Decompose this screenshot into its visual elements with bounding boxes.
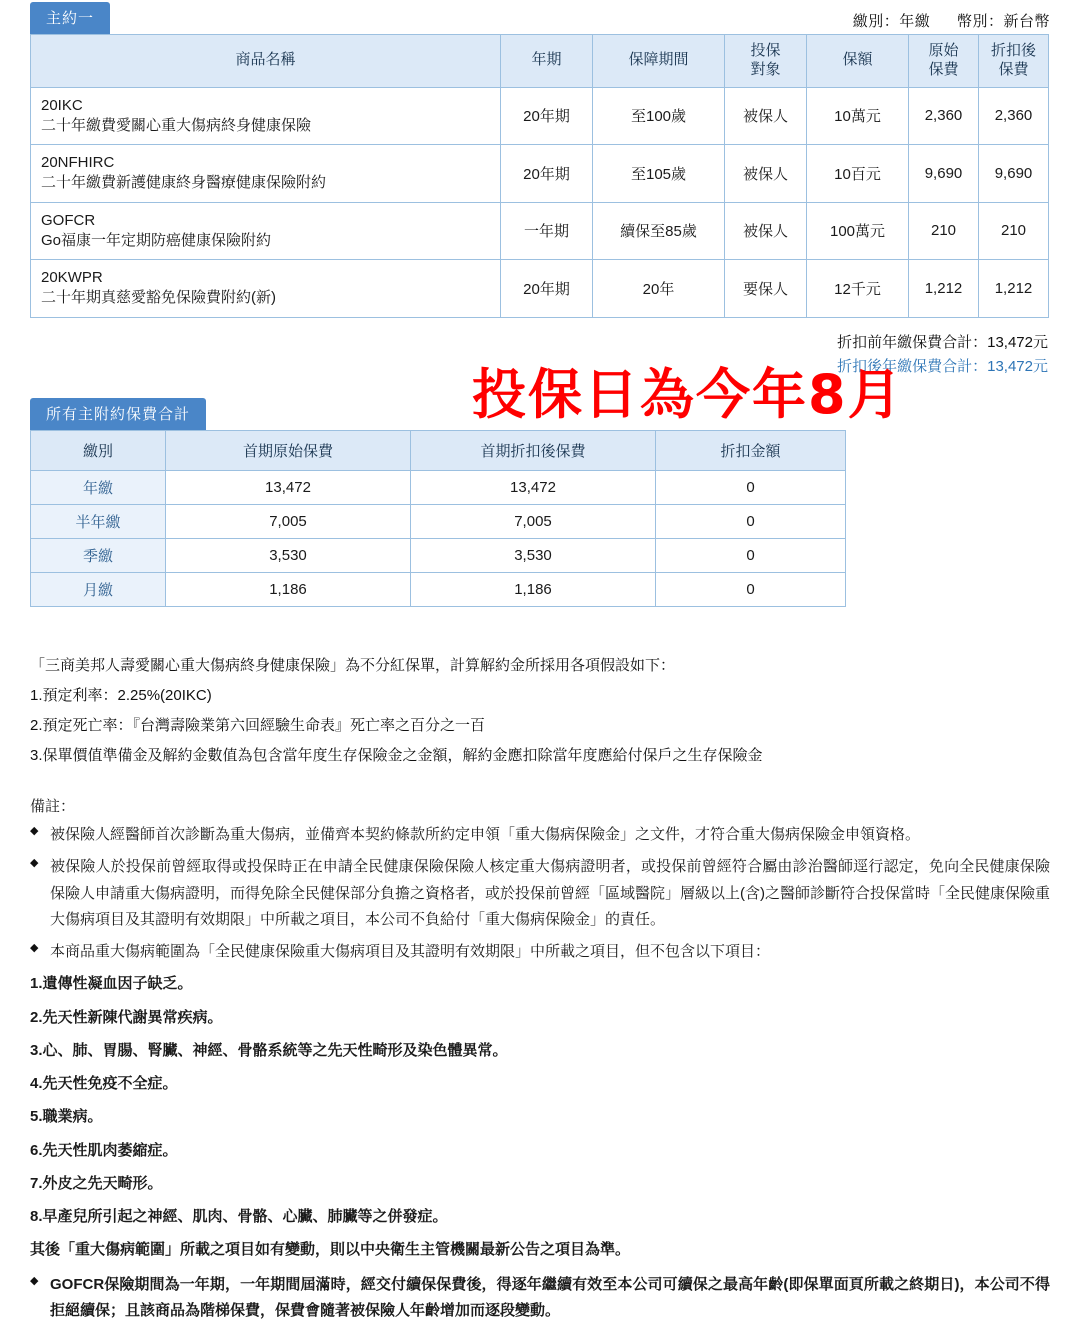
table-row — [31, 573, 846, 607]
section-tab-all-premium-total: 所有主附約保費合計 — [30, 398, 206, 430]
total-after-discount: 折扣後年繳保費合計：13,472元 — [837, 358, 1048, 376]
cell-pay-mode: 季繳 — [31, 539, 166, 573]
table-row — [31, 202, 1049, 260]
col-original-premium — [909, 35, 979, 88]
cell-period: 至105歲 — [593, 145, 725, 203]
product-title: 二十年繳費新護健康終身醫療健康保險附約 — [41, 174, 327, 192]
list-item: 2.先天性新陳代謝異常疾病。 — [30, 1008, 223, 1026]
cell-years: 一年期 — [501, 202, 593, 260]
product-title: 二十年期真慈愛豁免保險費附約(新) — [41, 289, 276, 307]
remarks-title: 備註： — [30, 798, 76, 815]
header-row — [30, 0, 1050, 34]
cell-first-discounted: 3,530 — [411, 539, 656, 573]
premium-totals — [30, 331, 1048, 381]
table-row — [31, 145, 1049, 203]
col-first-discounted-premium: 首期折扣後保費 — [411, 431, 656, 471]
policy-meta — [831, 10, 1050, 34]
product-code: 20IKC — [41, 96, 83, 114]
table-row — [31, 471, 846, 505]
table-row — [31, 539, 846, 573]
product-title: Go福康一年定期防癌健康保險附約 — [41, 231, 272, 249]
list-item: ◆ 被保險人經醫師首次診斷為重大傷病，並備齊本契約條款所約定申領「重大傷病保險金」之文件，才符合重大傷病保險金申領資格。 — [30, 822, 1050, 848]
cell-pay-mode: 半年繳 — [31, 505, 166, 539]
col-insured-target-line1: 投保 — [750, 42, 781, 59]
summary-section — [30, 380, 1050, 607]
col-original-premium-line1: 原始 — [928, 42, 959, 59]
assumption-item-3: 3.保單價值準備金及解約金數值為包含當年度生存保險金之金額，解約金應扣除當年度應給付保戶之生存保險金 — [30, 747, 763, 764]
col-pay-mode: 繳別 — [31, 431, 166, 471]
assumptions-block — [30, 651, 1050, 771]
cell-original-premium: 9,690 — [909, 145, 979, 203]
cell-original-premium: 210 — [909, 202, 979, 260]
cell-amount: 10萬元 — [807, 87, 909, 145]
list-item: 1.遺傳性凝血因子缺乏。 — [30, 975, 193, 993]
list-item: ◆ 被保險人於投保前曾經取得或投保時正在申請全民健康保險保險人核定重大傷病證明者，或投保前曾經符合屬由診治醫師逕行認定，免向全民健康保險保險人申請重大傷病證明，而得免除全民健保部分負擔之資格者，或於投保前曾經「區域醫院」層級以上(含)之醫師診斷符合投保當時「全民健康保險重大傷病項目及其證明有效期限」中所載之項目，本公司不負給付「重大傷病保險金」的責任。 — [30, 854, 1050, 933]
cell-discount-amount: 0 — [656, 505, 846, 539]
list-item: ◆ GOFCR保險期間為一年期，一年期間屆滿時，經交付續保保費後，得逐年繼續有效至本公司可續保之最高年齡(即保單面頁所載之終期日)，本公司不得拒絕續保；且該商品為階梯保費，保費會隨著被保險人年齡增加而逐段變動。 — [30, 1272, 1050, 1325]
cell-first-original: 13,472 — [166, 471, 411, 505]
cell-product-name — [31, 202, 501, 260]
cell-original-premium: 2,360 — [909, 87, 979, 145]
cell-amount: 10百元 — [807, 145, 909, 203]
excluded-items-footnote: 其後「重大傷病範圍」所載之項目如有變動，則以中央衛生主管機關最新公告之項目為準。 — [30, 1241, 631, 1259]
list-item: 8.早產兒所引起之神經、肌肉、骨骼、心臟、肺臟等之併發症。 — [30, 1208, 448, 1225]
col-discount-amount: 折扣金額 — [656, 431, 846, 471]
product-table — [30, 34, 1049, 318]
cell-amount: 100萬元 — [807, 202, 909, 260]
cell-discount-amount: 0 — [656, 539, 846, 573]
cell-first-original: 1,186 — [166, 573, 411, 607]
list-item: ◆ 本商品重大傷病範圍為「全民健康保險重大傷病項目及其證明有效期限」中所載之項目，但不包含以下項目： — [30, 939, 1050, 965]
annotation-stamp: 投保日為今年8月 — [472, 363, 904, 426]
product-table-header-row — [31, 35, 1049, 88]
cell-years: 20年期 — [501, 260, 593, 318]
col-discounted-premium — [979, 35, 1049, 88]
cell-first-original: 3,530 — [166, 539, 411, 573]
remarks-last-bullet-list — [30, 1272, 1050, 1325]
cell-years: 20年期 — [501, 145, 593, 203]
assumption-item-1: 1.預定利率：2.25%(20IKC) — [30, 687, 212, 704]
col-sum-insured: 保額 — [807, 35, 909, 88]
col-product-name: 商品名稱 — [31, 35, 501, 88]
cell-target: 被保人 — [725, 87, 807, 145]
list-item: 7.外皮之先天畸形。 — [30, 1174, 163, 1192]
assumption-item-2: 2.預定死亡率：『台灣壽險業第六回經驗生命表』死亡率之百分之一百 — [30, 717, 486, 734]
cell-discounted-premium: 2,360 — [979, 87, 1049, 145]
premium-summary-table — [30, 430, 846, 607]
col-discounted-premium-line1: 折扣後 — [990, 42, 1036, 59]
summary-header-row — [31, 431, 846, 471]
cell-target: 要保人 — [725, 260, 807, 318]
col-first-original-premium: 首期原始保費 — [166, 431, 411, 471]
currency-label: 幣別：新台幣 — [956, 13, 1050, 30]
cell-discount-amount: 0 — [656, 573, 846, 607]
cell-discounted-premium: 9,690 — [979, 145, 1049, 203]
table-row — [31, 260, 1049, 318]
cell-period: 至100歲 — [593, 87, 725, 145]
cell-original-premium: 1,212 — [909, 260, 979, 318]
product-code: 20NFHIRC — [41, 154, 115, 171]
list-item: 4.先天性免疫不全症。 — [30, 1075, 178, 1092]
cell-period: 20年 — [593, 260, 725, 318]
cell-product-name — [31, 145, 501, 203]
cell-period: 續保至85歲 — [593, 202, 725, 260]
cell-discounted-premium: 210 — [979, 202, 1049, 260]
table-row — [31, 505, 846, 539]
excluded-items-list — [30, 971, 1050, 1230]
cell-years: 20年期 — [501, 87, 593, 145]
cell-first-discounted: 7,005 — [411, 505, 656, 539]
cell-product-name — [31, 87, 501, 145]
product-title: 二十年繳費愛關心重大傷病終身健康保險 — [41, 116, 312, 134]
cell-target: 被保人 — [725, 145, 807, 203]
list-item: 3.心、肺、胃腸、腎臟、神經、骨骼系統等之先天性畸形及染色體異常。 — [30, 1041, 508, 1059]
remarks-block — [30, 795, 1050, 1324]
col-discounted-premium-line2: 保費 — [998, 60, 1029, 78]
cell-first-discounted: 1,186 — [411, 573, 656, 607]
product-code: GOFCR — [41, 211, 96, 229]
list-item: 6.先天性肌肉萎縮症。 — [30, 1141, 178, 1159]
section-tab-main-contract: 主約一 — [30, 2, 110, 34]
cell-first-discounted: 13,472 — [411, 471, 656, 505]
product-code: 20KWPR — [41, 269, 103, 286]
cell-discount-amount: 0 — [656, 471, 846, 505]
total-before-discount: 折扣前年繳保費合計：13,472元 — [837, 333, 1048, 351]
remarks-bullet-list — [30, 822, 1050, 965]
col-insured-target — [725, 35, 807, 88]
cell-target: 被保人 — [725, 202, 807, 260]
assumptions-intro: 「三商美邦人壽愛關心重大傷病終身健康保險」為不分紅保單，計算解約金所採用各項假設如下： — [30, 657, 676, 674]
col-years: 年期 — [501, 35, 593, 88]
col-coverage-period: 保障期間 — [593, 35, 725, 88]
col-original-premium-line2: 保費 — [928, 60, 959, 78]
cell-product-name — [31, 260, 501, 318]
cell-amount: 12千元 — [807, 260, 909, 318]
cell-first-original: 7,005 — [166, 505, 411, 539]
cell-discounted-premium: 1,212 — [979, 260, 1049, 318]
list-item: 5.職業病。 — [30, 1108, 103, 1126]
pay-mode-label: 繳別：年繳 — [852, 13, 931, 30]
cell-pay-mode: 月繳 — [31, 573, 166, 607]
cell-pay-mode: 年繳 — [31, 471, 166, 505]
table-row — [31, 87, 1049, 145]
col-insured-target-line2: 對象 — [750, 60, 781, 78]
